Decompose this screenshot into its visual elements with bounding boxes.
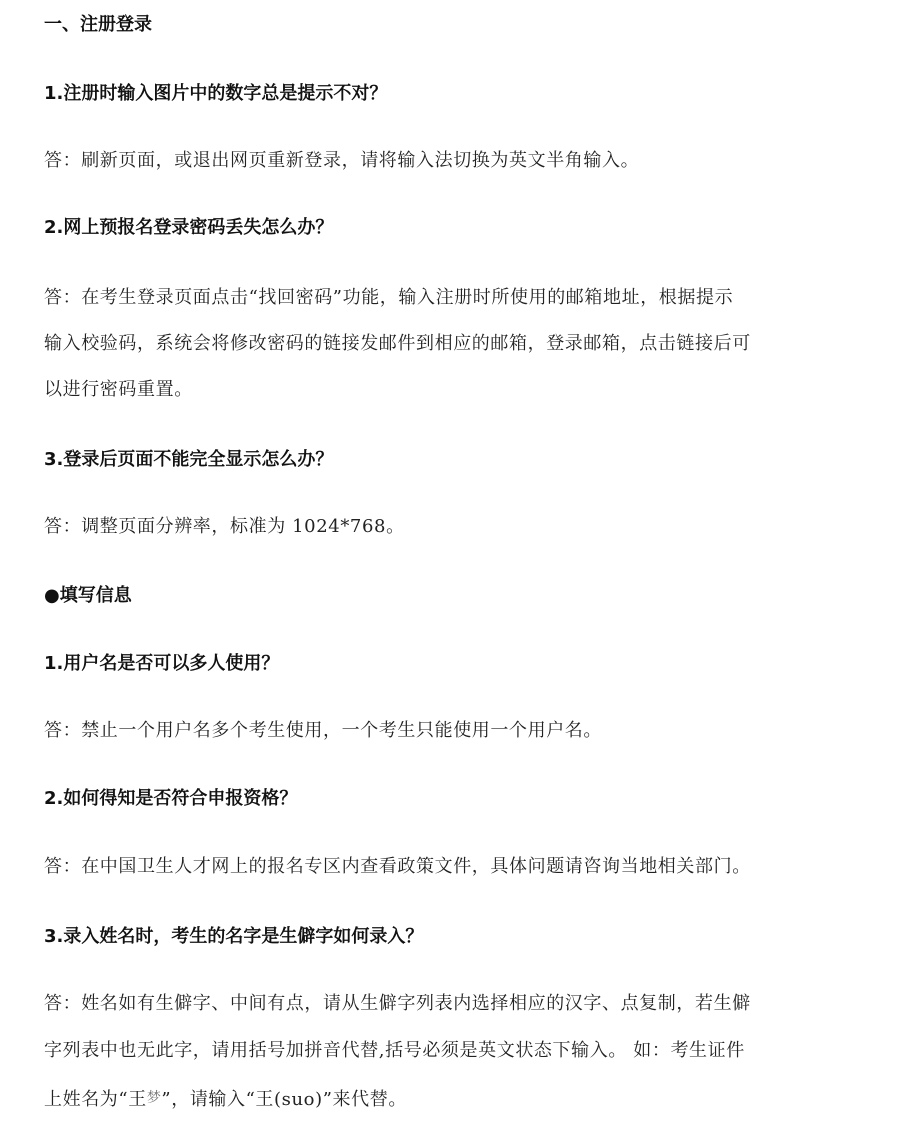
question-heading: 2.如何得知是否符合申报资格？ [44, 788, 298, 809]
answer-text: 答：刷新页面，或退出网页重新登录，请将输入法切换为英文半角输入。 [44, 150, 640, 171]
section-heading-fill-information: ●填写信息 [44, 585, 132, 606]
answer-text: 答：姓名如有生僻字、中间有点，请从生僻字列表内选择相应的汉字、点复制，若生僻 [44, 993, 751, 1014]
question-heading: 2.网上预报名登录密码丢失怎么办？ [44, 217, 334, 238]
answer-text-last-line [44, 1086, 407, 1112]
answer-prefix: 上姓名为“王 [44, 1089, 147, 1110]
section-heading-registration-login: 一、注册登录 [44, 14, 152, 35]
answer-text: 答：在中国卫生人才网上的报名专区内查看政策文件，具体问题请咨询当地相关部门。 [44, 856, 751, 877]
answer-text: 答：禁止一个用户名多个考生使用，一个考生只能使用一个用户名。 [44, 720, 602, 741]
question-heading: 3.登录后页面不能完全显示怎么办？ [44, 449, 334, 470]
answer-text: 字列表中也无此字，请用括号加拼音代替,括号必须是英文状态下输入。 如：考生证件 [44, 1040, 745, 1061]
answer-text: 输入校验码，系统会将修改密码的链接发邮件到相应的邮箱，登录邮箱，点击链接后可 [44, 333, 751, 354]
answer-text: 答：在考生登录页面点击“找回密码”功能，输入注册时所使用的邮箱地址，根据提示 [44, 287, 734, 308]
answer-suffix: ”，请输入“王(suo)”来代替。 [161, 1089, 407, 1110]
question-heading: 3.录入姓名时，考生的名字是生僻字如何录入？ [44, 926, 424, 947]
answer-text: 答：调整页面分辨率，标准为 1024*768。 [44, 516, 405, 537]
answer-text: 以进行密码重置。 [44, 379, 193, 400]
rare-character-glyph: 梦 [146, 1090, 162, 1106]
question-heading: 1.用户名是否可以多人使用？ [44, 653, 280, 674]
question-heading: 1.注册时输入图片中的数字总是提示不对？ [44, 83, 388, 104]
